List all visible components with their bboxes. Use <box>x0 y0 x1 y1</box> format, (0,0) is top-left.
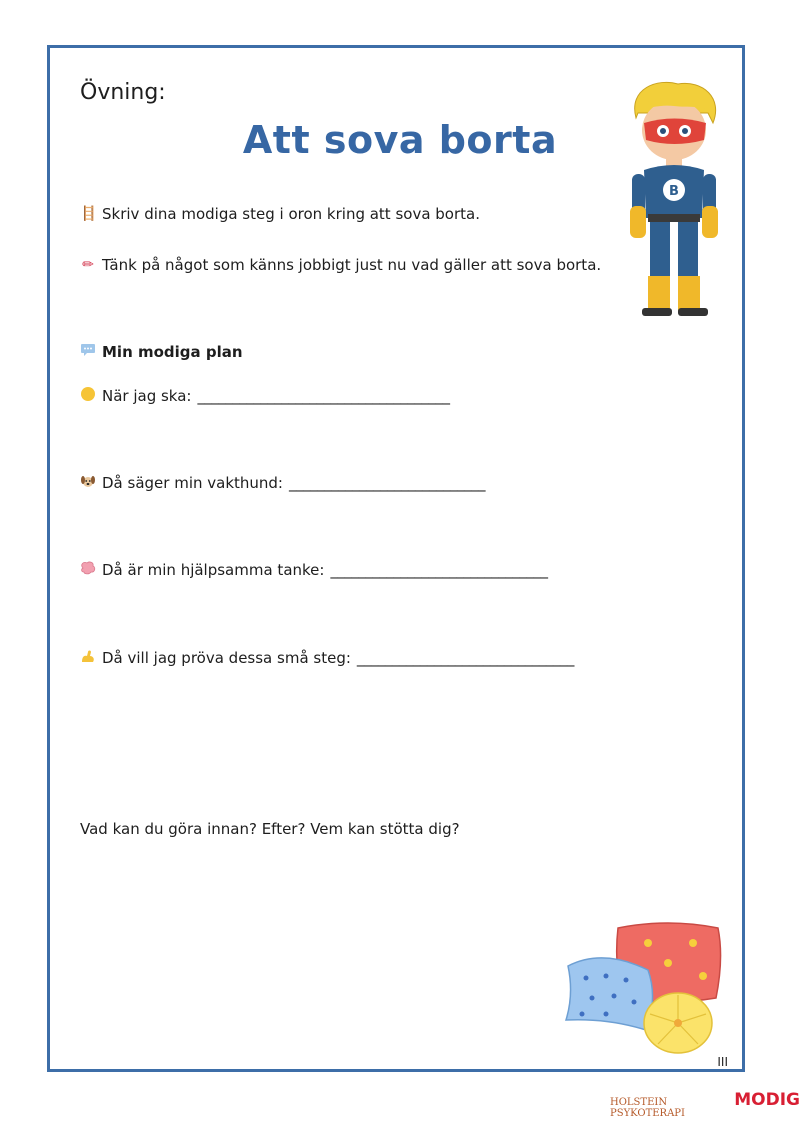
answer-blank[interactable]: _______________________________ <box>330 561 548 579</box>
speech-bubble-icon <box>80 343 96 361</box>
reflection-question <box>80 820 460 838</box>
brand-logo <box>610 1090 800 1119</box>
plan-heading-row <box>80 343 243 361</box>
answer-blank[interactable]: ____________________________________ <box>197 387 450 405</box>
question-text: Vad kan du göra innan? Efter? Vem kan stötta dig? <box>80 820 460 838</box>
plan-item-label: När jag ska: <box>102 387 192 405</box>
page-title: Att sova borta <box>242 118 558 162</box>
plan-item-label: Då är min hjälpsamma tanke: <box>102 561 325 579</box>
answer-blank[interactable]: ____________________________ <box>289 474 485 492</box>
plan-item-watchdog <box>80 473 485 493</box>
page-number: III <box>717 1055 728 1069</box>
plan-item-label: Då vill jag pröva dessa små steg: <box>102 649 351 667</box>
intro-text: Skriv dina modiga steg i oron kring att sova borta. <box>102 205 480 223</box>
intro-text: Tänk på något som känns jobbigt just nu vad gäller att sova borta. <box>102 256 602 274</box>
intro-line-pencil <box>80 256 601 274</box>
plan-item-label: Då säger min vakthund: <box>102 474 283 492</box>
plan-item-thought <box>80 561 547 579</box>
flexed-arm-icon <box>80 648 96 668</box>
plan-heading: Min modiga plan <box>102 343 243 361</box>
exercise-label: Övning: <box>80 80 166 105</box>
answer-blank[interactable]: _______________________________ <box>356 649 574 667</box>
brand-left: HOLSTEIN PSYKOTERAPI <box>610 1097 685 1119</box>
yellow-circle-icon <box>80 386 96 406</box>
superhero-illustration <box>618 78 728 323</box>
dog-icon <box>80 473 96 493</box>
svg-text:B: B <box>669 184 679 199</box>
pencil-icon: ✏ <box>82 257 94 273</box>
ladder-icon: 🪜 <box>80 206 98 222</box>
intro-line-ladder <box>80 205 480 223</box>
pillows-illustration <box>558 918 726 1058</box>
plan-item-when <box>80 386 449 406</box>
plan-item-steps <box>80 648 574 668</box>
brain-icon <box>80 561 96 579</box>
brand-right: MODIG <box>734 1090 800 1110</box>
